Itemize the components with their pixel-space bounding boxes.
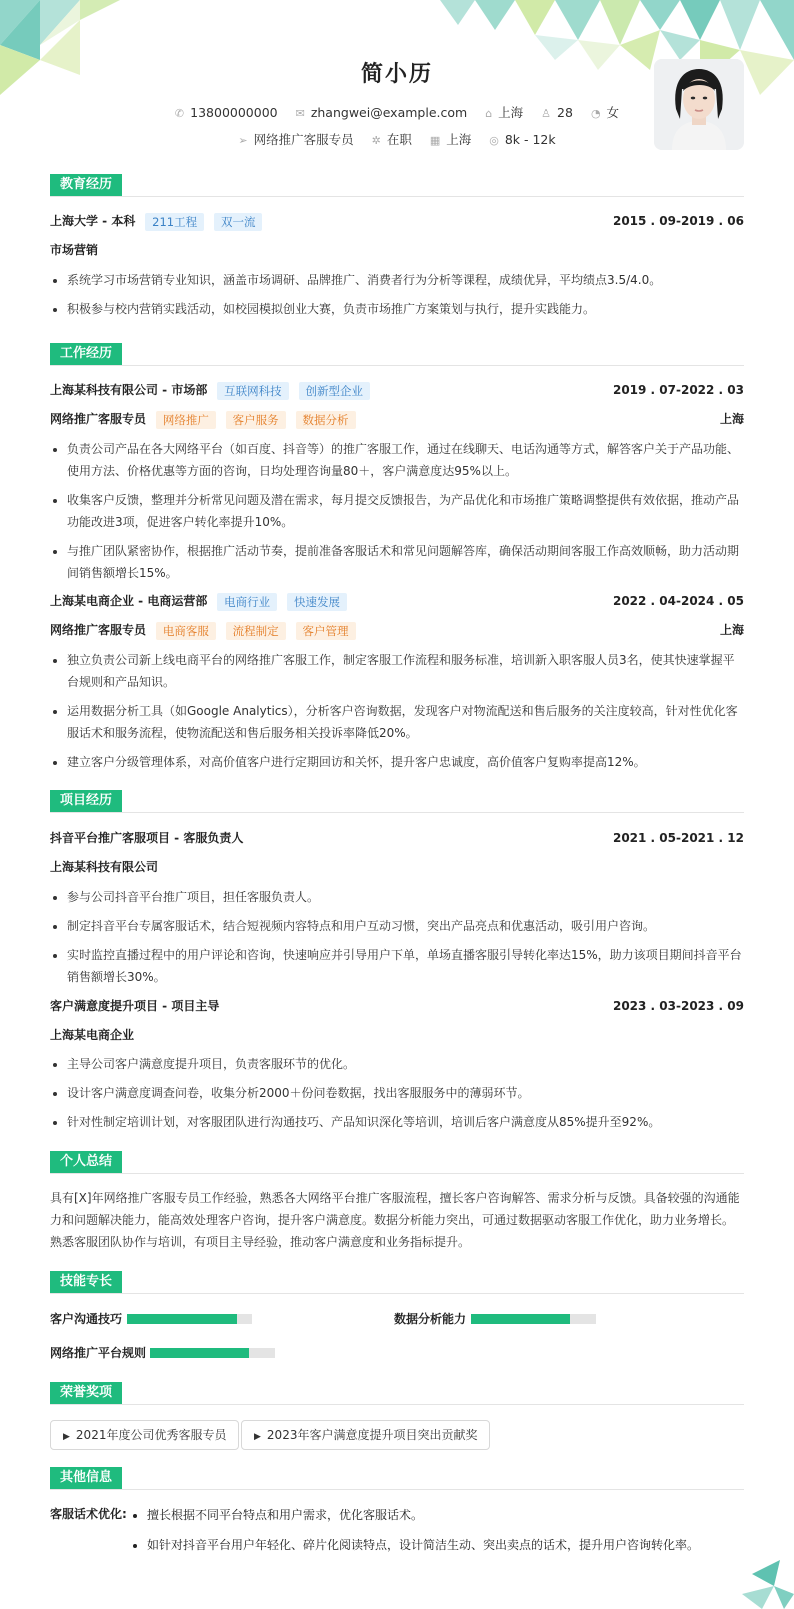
job-role-row bbox=[50, 620, 744, 640]
send-icon: ➢ bbox=[238, 134, 248, 147]
company-tag: 创新型企业 bbox=[299, 382, 371, 400]
email: zhangwei@example.com bbox=[310, 105, 468, 120]
list-item: • 设计客户满意度调查问卷，收集分析2000＋份问卷数据，找出客服服务中的薄弱环节。 bbox=[67, 1082, 744, 1104]
skill-bar-fill bbox=[127, 1314, 237, 1324]
job-role: 网络推广客服专员 bbox=[50, 623, 147, 637]
section-divider bbox=[50, 812, 744, 813]
list-item: • 建立客户分级管理体系，对高价值客户进行定期回访和关怀，提升客户忠诚度，高价值客户复购率提高12%。 bbox=[67, 751, 744, 773]
section-projects-title: 项目经历 bbox=[50, 790, 122, 812]
avatar bbox=[654, 59, 744, 150]
skill-bar bbox=[127, 1314, 252, 1324]
job-bullets bbox=[50, 438, 744, 591]
skill-name: 网络推广平台规则 bbox=[50, 1346, 147, 1360]
list-item: • 运用数据分析工具（如Google Analytics），分析客户咨询数据，发现客户对物流配送和售后服务的关注度较高，针对性优化客服话术和服务流程，使物流配送和售后服务相关投诉率降低20%。 bbox=[67, 700, 744, 744]
award-item: ▶ 2021年度公司优秀客服专员 bbox=[50, 1420, 239, 1450]
section-divider bbox=[50, 1173, 744, 1174]
section-divider bbox=[50, 196, 744, 197]
project-header bbox=[50, 996, 744, 1016]
company-tag: 快速发展 bbox=[287, 593, 347, 611]
company-tag: 互联网科技 bbox=[217, 382, 289, 400]
role-tag: 网络推广 bbox=[156, 411, 216, 429]
summary-text: 具有[X]年网络推广客服专员工作经验，熟悉各大网络平台推广客服流程，擅长客户咨询解答、需求分析与反馈。具备较强的沟通能力和问题解决能力，能高效处理客户咨询，提升客户满意度。数据分析能力突出，可通过数据驱动客服工作优化，助力业务增长。熟悉客服团队协作与培训，有项目主导经验，推动客户满意度和业务指标提升。 bbox=[50, 1191, 740, 1249]
job-date: 2022 . 04-2024 . 05 bbox=[612, 594, 744, 608]
other-label: 客服话术优化: bbox=[50, 1507, 127, 1521]
award-item: ▶ 2023年客户满意度提升项目突出贡献奖 bbox=[241, 1420, 490, 1450]
phone: 13800000000 bbox=[190, 105, 278, 120]
project-name: 抖音平台推广客服项目 - 客服负责人 bbox=[50, 831, 244, 845]
skill-item bbox=[394, 1309, 466, 1329]
education-date: 2015 . 09-2019 . 06 bbox=[612, 214, 744, 228]
status-icon: ✲ bbox=[371, 134, 381, 147]
skill-bar-fill bbox=[471, 1314, 570, 1324]
job-header bbox=[50, 380, 744, 400]
skill-bar bbox=[471, 1314, 596, 1324]
city: 上海 bbox=[498, 105, 524, 120]
job-bullets bbox=[50, 649, 744, 780]
job-location: 上海 bbox=[719, 412, 744, 426]
project-date: 2023 . 03-2023 . 09 bbox=[612, 999, 744, 1013]
list-item: • 负责公司产品在各大网络平台（如百度、抖音等）的推广客服工作，通过在线聊天、电话沟通等方式，解答客户关于产品功能、使用方法、价格优惠等方面的咨询，日均处理咨询量80＋，客户满意度达95%以上。 bbox=[67, 438, 744, 482]
age: 28 bbox=[557, 105, 573, 120]
salary-icon: ◎ bbox=[489, 134, 499, 147]
section-summary-title: 个人总结 bbox=[50, 1151, 122, 1173]
skill-bar-fill bbox=[150, 1348, 249, 1358]
list-item: • 独立负责公司新上线电商平台的网络推广客服工作，制定客服工作流程和服务标准，培训新入职客服人员3名，使其快速掌握平台规则和产品知识。 bbox=[67, 649, 744, 693]
section-divider bbox=[50, 1404, 744, 1405]
education-entry-header bbox=[50, 211, 744, 231]
section-work-title: 工作经历 bbox=[50, 343, 122, 365]
work-city: 上海 bbox=[446, 132, 472, 147]
list-item: • 针对性制定培训计划，对客服团队进行沟通技巧、产品知识深化等培训，培训后客户满意度从85%提升至92%。 bbox=[67, 1111, 744, 1133]
project-org: 上海某科技有限公司 bbox=[50, 860, 159, 874]
job-header bbox=[50, 591, 744, 611]
section-other-title: 其他信息 bbox=[50, 1467, 122, 1489]
skill-name: 数据分析能力 bbox=[394, 1312, 467, 1326]
section-skills-title: 技能专长 bbox=[50, 1271, 122, 1293]
job-role: 网络推广客服专员 bbox=[50, 412, 147, 426]
skill-item bbox=[50, 1309, 122, 1329]
other-bullets bbox=[131, 1504, 731, 1564]
section-divider bbox=[50, 1489, 744, 1490]
company-tag: 电商行业 bbox=[217, 593, 277, 611]
position: 网络推广客服专员 bbox=[253, 132, 354, 147]
email-icon: ✉ bbox=[295, 107, 305, 120]
project-bullets bbox=[50, 1053, 744, 1140]
footer-decoration bbox=[734, 1554, 794, 1609]
skill-name: 客户沟通技巧 bbox=[50, 1312, 123, 1326]
list-item: • 擅长根据不同平台特点和用户需求，优化客服话术。 bbox=[147, 1504, 731, 1526]
job-date: 2019 . 07-2022 . 03 bbox=[612, 383, 744, 397]
list-item: • 主导公司客户满意度提升项目，负责客服环节的优化。 bbox=[67, 1053, 744, 1075]
play-icon: ▶ bbox=[254, 1432, 261, 1442]
gender-icon: ◔ bbox=[590, 107, 601, 120]
role-tag: 客户服务 bbox=[226, 411, 286, 429]
skill-item bbox=[50, 1343, 146, 1363]
role-tag: 流程制定 bbox=[226, 622, 286, 640]
section-divider bbox=[50, 1293, 744, 1294]
gender: 女 bbox=[606, 105, 620, 120]
project-date: 2021 . 05-2021 . 12 bbox=[612, 831, 744, 845]
phone-icon: ✆ bbox=[174, 107, 185, 120]
project-org: 上海某电商企业 bbox=[50, 1028, 135, 1042]
school-tag: 双一流 bbox=[214, 213, 263, 231]
status: 在职 bbox=[386, 132, 412, 147]
company-name: 上海某科技有限公司 - 市场部 bbox=[50, 383, 208, 397]
major: 市场营销 bbox=[50, 243, 99, 257]
list-item: • 收集客户反馈，整理并分析常见问题及潜在需求，每月提交反馈报告，为产品优化和市场推广策略调整提供有效依据，推动产品功能改进3项，促进客户转化率提升10%。 bbox=[67, 489, 744, 533]
play-icon: ▶ bbox=[63, 1432, 70, 1442]
list-item: • 参与公司抖音平台推广项目，担任客服负责人。 bbox=[67, 886, 744, 908]
school-name: 上海大学 - 本科 bbox=[50, 214, 136, 228]
list-item: • 系统学习市场营销专业知识，涵盖市场调研、品牌推广、消费者行为分析等课程，成绩优异，平均绩点3.5/4.0。 bbox=[67, 269, 744, 291]
list-item: • 实时监控直播过程中的用户评论和咨询，快速响应并引导用户下单，单场直播客服引导转化率达15%，助力该项目期间抖音平台销售额增长30%。 bbox=[67, 944, 744, 988]
project-header bbox=[50, 828, 744, 848]
role-tag: 客户管理 bbox=[296, 622, 356, 640]
list-item: • 与推广团队紧密协作，根据推广活动节奏，提前准备客服话术和常见问题解答库，确保活动期间客服工作高效顺畅，助力活动期间销售额增长15%。 bbox=[67, 540, 744, 584]
list-item: • 制定抖音平台专属客服话术，结合短视频内容特点和用户互动习惯，突出产品亮点和优惠活动，吸引用户咨询。 bbox=[67, 915, 744, 937]
education-bullets bbox=[50, 269, 744, 327]
role-tag: 电商客服 bbox=[156, 622, 216, 640]
candidate-name: 简小历 bbox=[360, 62, 433, 87]
company-name: 上海某电商企业 - 电商运营部 bbox=[50, 594, 208, 608]
resume-header bbox=[0, 0, 794, 180]
project-name: 客户满意度提升项目 - 项目主导 bbox=[50, 999, 220, 1013]
list-item: • 如针对抖音平台用户年轻化、碎片化阅读特点，设计简洁生动、突出卖点的话术，提升用户咨询转化率。 bbox=[147, 1534, 731, 1556]
section-education-title: 教育经历 bbox=[50, 174, 122, 196]
home-icon: ⌂ bbox=[485, 107, 493, 120]
skill-bar bbox=[150, 1348, 275, 1358]
school-tag: 211工程 bbox=[145, 213, 204, 231]
building-icon: ▦ bbox=[429, 134, 441, 147]
list-item: • 积极参与校内营销实践活动，如校园模拟创业大赛，负责市场推广方案策划与执行，提升实践能力。 bbox=[67, 298, 744, 320]
section-awards-title: 荣誉奖项 bbox=[50, 1382, 122, 1404]
job-location: 上海 bbox=[719, 623, 744, 637]
project-bullets bbox=[50, 886, 744, 995]
age-icon: ♙ bbox=[541, 107, 552, 120]
salary: 8k - 12k bbox=[504, 132, 556, 147]
job-role-row bbox=[50, 409, 744, 429]
section-divider bbox=[50, 365, 744, 366]
role-tag: 数据分析 bbox=[296, 411, 356, 429]
